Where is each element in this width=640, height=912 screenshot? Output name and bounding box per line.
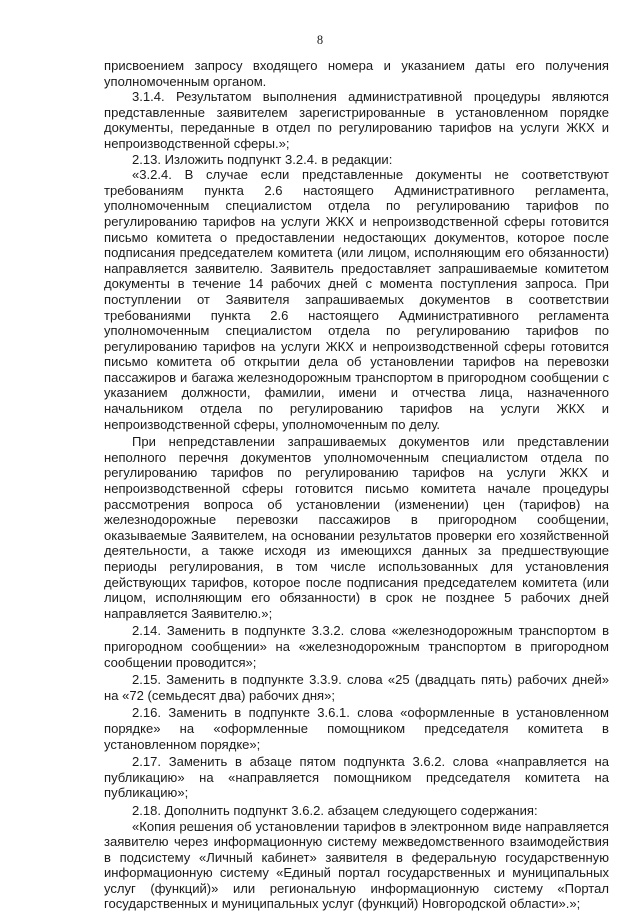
paragraph-2-18: 2.18. Дополнить подпункт 3.6.2. абзацем следующего содержания: <box>104 803 609 819</box>
paragraph-continuation: присвоением запросу входящего номера и указанием даты его получения уполномоченным органом. <box>104 58 609 89</box>
paragraph-2-17: 2.17. Заменить в абзаце пятом подпункта 3.6.2. слова «направляется на публикацию» на «направляется помощником председателя комитета на публикацию»; <box>104 754 609 801</box>
page-number: 8 <box>0 33 640 48</box>
paragraph-2-13: 2.13. Изложить подпункт 3.2.4. в редакции: <box>104 152 609 168</box>
paragraph-non-submission: При непредставлении запрашиваемых документов или представлении неполного перечня документов уполномоченным специалистом отдела по регулированию тарифов по регулированию тарифов на услуги ЖКХ и непроизводственной сферы готовится письмо комитета начале процедуры рассмотрения вопроса об установлении (изменении) цен (тарифов) на железнодорожные перевозки пассажиров в пригородном сообщении, оказываемые Заявителем, на основании результатов проверки его хозяйственной деятельности, а также исходя из имеющихся данных за предшествующие периоды регулирования, в том числе использованных для установления действующих тарифов, которое после подписания председателем комитета (или лицом, исполняющим его обязанности) в срок не позднее 5 рабочих дней направляется Заявителю.»; <box>104 434 609 621</box>
paragraph-3-2-4: «3.2.4. В случае если представленные документы не соответствуют требованиям пункта 2.6 настоящего Административного регламента, уполномоченным специалистом отдела по регулированию тарифов по регулированию тарифов на услуги ЖКХ и непроизводственной сферы готовится письмо комитета о предоставлении недостающих документов, которое после подписания председателем комитета (или лицом, исполняющим его обязанности) направляется заявителю. Заявитель предоставляет запрашиваемые комитетом документы в течение 14 рабочих дней с момента поступления запроса. При поступлении от Заявителя запрашиваемых документов в соответствии требованиями пункта 2.6 настоящего Административного регламента уполномоченным специалистом отдела по регулированию тарифов по регулированию тарифов на услуги ЖКХ и непроизводственной сферы готовится письмо комитета об открытии дела об установлении тарифов на перевозки пассажиров и багажа железнодорожным транспортом в пригородном сообщении с указанием должности, фамилии, имени и отчества лица, назначенного начальником отдела по регулированию тарифов на услуги ЖКХ и непроизводственной сферы, уполномоченным по делу. <box>104 167 609 432</box>
paragraph-3-1-4: 3.1.4. Результатом выполнения административной процедуры являются представленные заявителем зарегистрированные в установленном порядке документы, переданные в отдел по регулированию тарифов на услуги ЖКХ и непроизводственной сферы.»; <box>104 89 609 151</box>
paragraph-copy-decision: «Копия решения об установлении тарифов в электронном виде направляется заявителю через информационную систему межведомственного взаимодействия в подсистему «Личный кабинет» заявителя в федеральную государственную информационную систему «Единый портал государственных и муниципальных услуг (функций)» или региональную информационную систему «Портал государственных и муниципальных услуг (функций) Новгородской области».»; <box>104 819 609 912</box>
paragraph-2-14: 2.14. Заменить в подпункте 3.3.2. слова «железнодорожным транспортом в пригородном сообщении» на «железнодорожным транспортом в пригородном сообщении проводится»; <box>104 623 609 670</box>
document-body <box>104 58 609 912</box>
paragraph-2-15: 2.15. Заменить в подпункте 3.3.9. слова «25 (двадцать пять) рабочих дней» на «72 (семьдесят два) рабочих дня»; <box>104 672 609 703</box>
paragraph-2-16: 2.16. Заменить в подпункте 3.6.1. слова «оформленные в установленном порядке» на «оформленные помощником председателя комитета в установленном порядке»; <box>104 705 609 752</box>
